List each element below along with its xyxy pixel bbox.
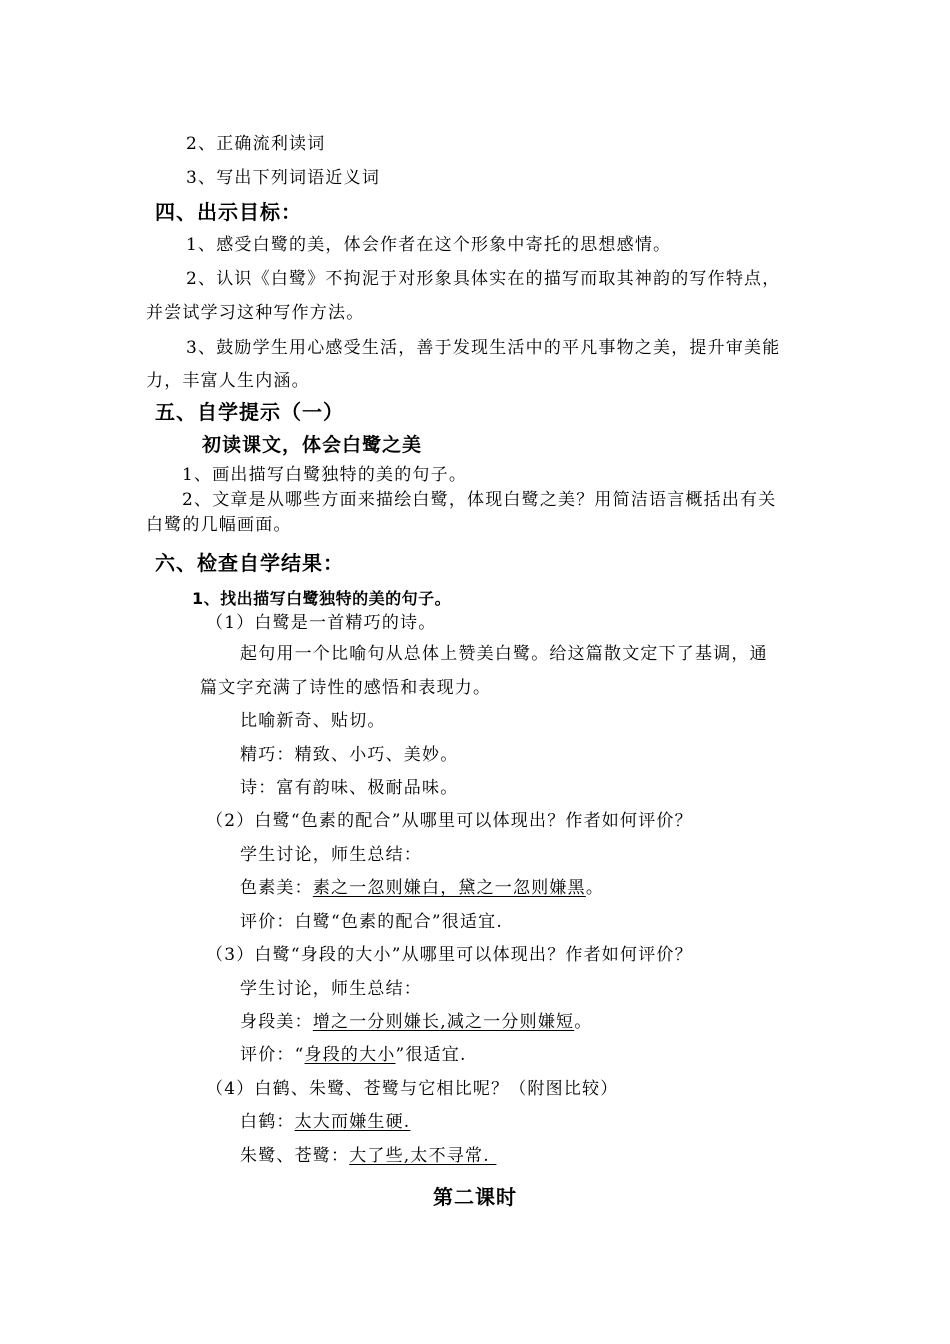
text-line: 评价：白鹭“色素的配合”很适宜. [240, 912, 503, 932]
text-line: 2、认识《白鹭》不拘泥于对形象具体实在的描写而取其神韵的写作特点， [186, 269, 781, 289]
text-line: （2）白鹭“色素的配合”从哪里可以体现出？作者如何评价？ [206, 811, 693, 831]
text-line: 1、感受白鹭的美，体会作者在这个形象中寄托的思想感情。 [186, 235, 672, 255]
text-line: 诗：富有韵味、极耐品味。 [240, 778, 459, 798]
text-line: 1、找出描写白鹭独特的美的句子。 [192, 589, 452, 608]
label: 评价：“ [240, 1045, 305, 1065]
text-line: 白鹭的几幅画面。 [146, 515, 292, 535]
text-line: 3、鼓励学生用心感受生活，善于发现生活中的平凡事物之美，提升审美能 [186, 338, 781, 358]
label: 白鹤： [240, 1112, 295, 1132]
text-line: 学生讨论，师生总结： [240, 845, 422, 865]
text-line: 起句用一个比喻句从总体上赞美白鹭。给这篇散文定下了基调，通 [240, 644, 768, 664]
lesson-heading: 第二课时 [433, 1185, 517, 1209]
text-line: 1、画出描写白鹭独特的美的句子。 [182, 465, 468, 485]
text-line: 比喻新奇、贴切。 [240, 711, 386, 731]
underlined-quote: 身段的大小 [304, 1045, 396, 1065]
underlined-quote: 大了些,太不寻常. [349, 1146, 497, 1166]
text-line [240, 1145, 496, 1167]
text-line [240, 1011, 592, 1033]
section-heading: 五、自学提示（一） [155, 400, 344, 424]
label: 色素美： [240, 878, 313, 898]
text: ”很适宜. [395, 1045, 467, 1065]
text-line [240, 1044, 467, 1066]
text-line: 精巧：精致、小巧、美妙。 [240, 745, 459, 765]
punctuation: 。 [574, 1012, 593, 1032]
text-line: 学生讨论，师生总结： [240, 979, 422, 999]
text-line: 并尝试学习这种写作方法。 [146, 303, 365, 323]
text-line: 2、文章是从哪些方面来描绘白鹭，体现白鹭之美？用简洁语言概括出有关 [182, 490, 777, 510]
underlined-quote: 素之一忽则嫌白，黛之一忽则嫌黑 [312, 878, 586, 898]
text-line: （1）白鹭是一首精巧的诗。 [206, 613, 437, 633]
text-line: 2、正确流利读词 [186, 134, 326, 154]
text-line [240, 1111, 410, 1133]
underlined-quote: 太大而嫌生硬. [294, 1112, 411, 1132]
text-line [240, 877, 604, 899]
underlined-quote: 增之一分则嫌长,减之一分则嫌短 [312, 1012, 575, 1032]
section-heading: 六、检查自学结果： [155, 551, 344, 575]
text-line: （3）白鹭“身段的大小”从哪里可以体现出？作者如何评价？ [206, 945, 693, 965]
text-line: 3、写出下列词语近义词 [186, 168, 381, 188]
subheading: 初读课文，体会白鹭之美 [202, 434, 423, 456]
punctuation: 。 [585, 878, 605, 898]
label: 朱鹭、苍鹭： [240, 1146, 350, 1166]
section-heading: 四、出示目标： [155, 200, 302, 224]
text-line: 力，丰富人生内涵。 [146, 371, 310, 391]
text-line: （4）白鹤、朱鹭、苍鹭与它相比呢？（附图比较） [206, 1079, 619, 1099]
label: 身段美： [240, 1012, 313, 1032]
text-line: 篇文字充满了诗性的感悟和表现力。 [200, 678, 492, 698]
